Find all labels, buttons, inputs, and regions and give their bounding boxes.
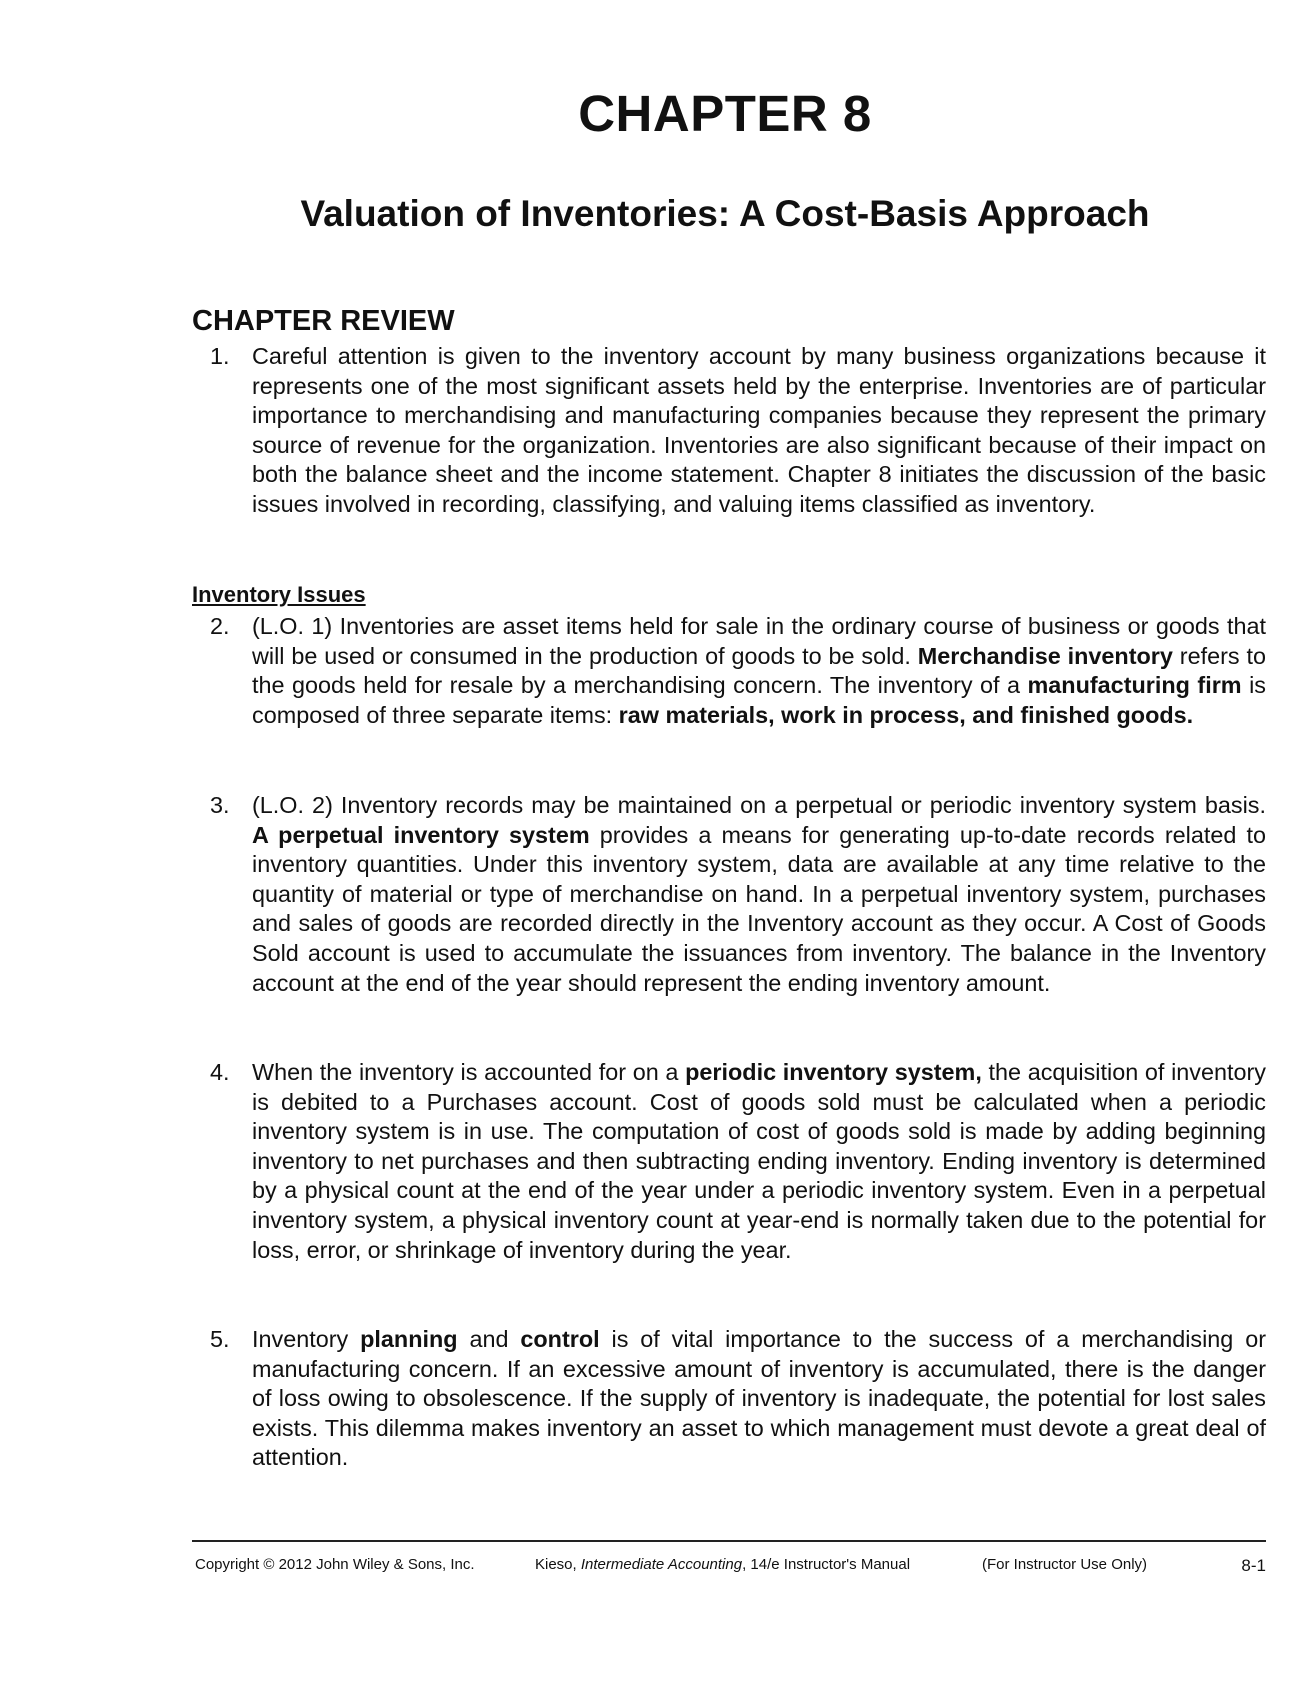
review-item xyxy=(192,612,1266,730)
item-number: 3. xyxy=(210,792,230,818)
text-run: When the inventory is accounted for on a xyxy=(252,1059,686,1085)
bold-term: raw materials, work in process, and finished goods. xyxy=(618,701,1194,728)
footer-divider xyxy=(192,1540,1266,1542)
review-item xyxy=(192,791,1266,998)
text-run: and xyxy=(457,1326,521,1352)
page-number: 8-1 xyxy=(1241,1556,1266,1575)
text-run: (L.O. 2) Inventory records may be maintained on a perpetual or periodic inventory system basis. xyxy=(252,792,1266,818)
text-run: the acquisition of inventory is debited to a Purchases account. Cost of goods sold must be calculated when a periodic inventory system is in use. The computation of cost of goods sold is made by adding beginning inventory to net purchases and then subtracting ending inventory. Ending inventory is determined by a physical count at the end of the year under a periodic inventory system. Even in a perpetual inventory system, a physical inventory count at year-end is normally taken due to the potential for loss, error, or shrinkage of inventory during the year. xyxy=(252,1059,1266,1263)
item-text xyxy=(252,612,1266,730)
footer-usage-note: (For Instructor Use Only) xyxy=(982,1556,1148,1573)
text-run: Careful attention is given to the inventory account by many business organizations because it represents one of the most significant assets held by the enterprise. Inventories are of particular importance to merchandising and manufacturing companies because they represent the primary source of revenue for the organization. Inventories are also significant because of their impact on both the balance sheet and the income statement. Chapter 8 initiates the discussion of the basic issues involved in recording, classifying, and valuing items classified as inventory. xyxy=(252,343,1266,517)
text-run: (L.O. 1) Inventories are asset items held for sale in the ordinary course of business or goods that will be used or consumed in the production of goods to be sold. xyxy=(252,613,1266,669)
text-run: is composed of three separate items: xyxy=(252,672,1266,728)
text-run: is of vital importance to the success of a merchandising or manufacturing concern. If an excessive amount of inventory is accumulated, there is the danger of loss owing to obsolescence. If the supply of inventory is inadequate, the potential for lost sales exists. This dilemma makes inventory an asset to which management must devote a great deal of attention. xyxy=(252,1326,1267,1471)
item-text xyxy=(252,342,1266,520)
bold-term: planning xyxy=(360,1326,458,1352)
bold-term: A perpetual inventory system xyxy=(252,821,590,848)
footer-book-title: Intermediate Accounting xyxy=(580,1556,743,1573)
bold-term: Merchandise inventory xyxy=(917,642,1173,669)
subsection-heading: Inventory Issues xyxy=(192,582,366,607)
review-item xyxy=(192,1325,1266,1473)
item-number: 5. xyxy=(210,1326,230,1352)
bold-term: periodic inventory system, xyxy=(685,1059,982,1085)
footer-book-reference xyxy=(535,1556,910,1573)
item-number: 4. xyxy=(210,1059,230,1085)
chapter-subtitle: Valuation of Inventories: A Cost-Basis Approach xyxy=(300,193,1150,234)
bold-term: control xyxy=(520,1326,600,1352)
text-run: Inventory xyxy=(252,1326,361,1352)
item-text xyxy=(252,1058,1266,1265)
footer-edition: , 14/e Instructor's Manual xyxy=(742,1556,911,1573)
chapter-title: CHAPTER 8 xyxy=(578,85,872,142)
item-text xyxy=(252,1325,1266,1473)
text-run: provides a means for generating up-to-date records related to inventory quantities. Under this inventory system, data are available at any time relative to the quantity of material or type of merchandise on hand. In a perpetual inventory system, purchases and sales of goods are recorded directly in the Inventory account as they occur. A Cost of Goods Sold account is used to accumulate the issuances from inventory. The balance in the Inventory account at the end of the year should represent the ending inventory amount. xyxy=(252,821,1266,996)
review-item xyxy=(192,1058,1266,1265)
item-number: 1. xyxy=(210,343,230,369)
footer-copyright: Copyright © 2012 John Wiley & Sons, Inc. xyxy=(195,1556,475,1573)
item-number: 2. xyxy=(210,613,230,639)
item-text xyxy=(252,791,1266,998)
bold-term: manufacturing firm xyxy=(1027,672,1242,699)
section-heading: CHAPTER REVIEW xyxy=(192,305,455,337)
text-run: refers to the goods held for resale by a merchandising concern. The inventory of a xyxy=(252,642,1266,699)
footer-author: Kieso, xyxy=(535,1556,581,1573)
review-item xyxy=(192,342,1266,520)
